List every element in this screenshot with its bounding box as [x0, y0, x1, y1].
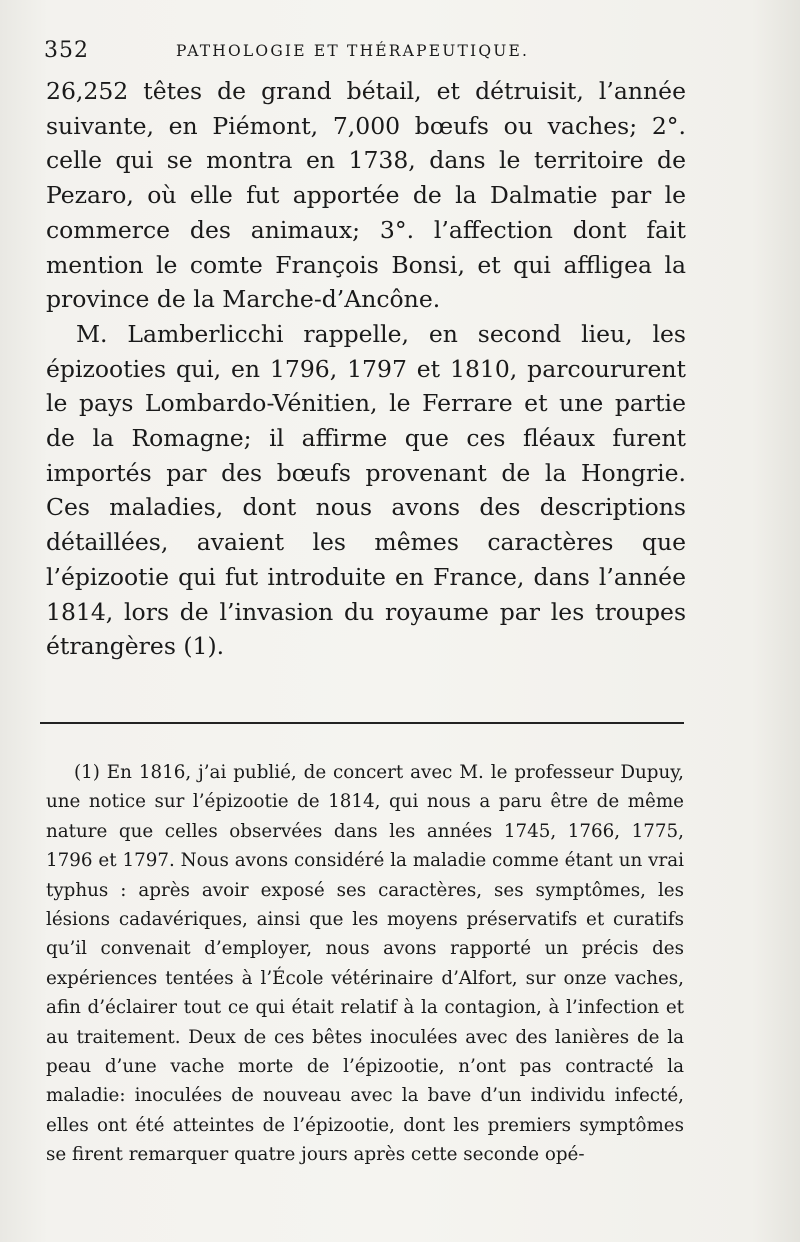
footnote-separator-rule	[40, 722, 684, 724]
footnote	[46, 758, 684, 1170]
footnote-text: (1) En 1816, j’ai publié, de concert avec M. le professeur Dupuy, une notice sur l’épizootie de 1814, qui nous a paru être de même nature que celles observées dans les années 1745, 1766, 1775, 1796 et 1797. Nous avons considéré la maladie comme étant un vrai typhus : après avoir exposé ses caractères, ses symptômes, les lésions cadavériques, ainsi que les moyens préservatifs et curatifs qu’il convenait d’employer, nous avons rapporté un précis des expériences tentées à l’École vétérinaire d’Alfort, sur onze vaches, afin d’éclairer tout ce qui était relatif à la contagion, à l’infection et au traitement. Deux de ces bêtes inoculées avec des lanières de la peau d’une vache morte de l’épizootie, n’ont pas contracté la maladie: inoculées de nouveau avec la bave d’un individu infecté, elles ont été atteintes de l’épizootie, dont les premiers symptômes se firent remarquer quatre jours après cette seconde opé-	[46, 762, 684, 1166]
page-header	[44, 38, 734, 68]
page-number: 352	[44, 38, 89, 63]
paragraph: 26,252 têtes de grand bétail, et détruisit, l’année suivante, en Piémont, 7,000 bœufs ou vaches; 2°. celle qui se montra en 1738, dans le territoire de Pezaro, où elle fut apportée de la Dalmatie par le commerce des animaux; 3°. l’affection dont fait mention le comte François Bonsi, et qui affligea la province de la Marche-d’Ancône.	[46, 77, 686, 314]
main-text	[46, 74, 686, 664]
paragraph: M. Lamberlicchi rappelle, en second lieu, les épizooties qui, en 1796, 1797 et 1810, parcoururent le pays Lombardo-Vénitien, le Ferrare et une partie de la Romagne; il affirme que ces fléaux furent importés par des bœufs provenant de la Hongrie. Ces maladies, dont nous avons des descriptions détaillées, avaient les mêmes caractères que l’épizootie qui fut introduite en France, dans l’année 1814, lors de l’invasion du royaume par les troupes étrangères (1).	[46, 319, 686, 661]
running-title: PATHOLOGIE ET THÉRAPEUTIQUE.	[176, 42, 530, 60]
